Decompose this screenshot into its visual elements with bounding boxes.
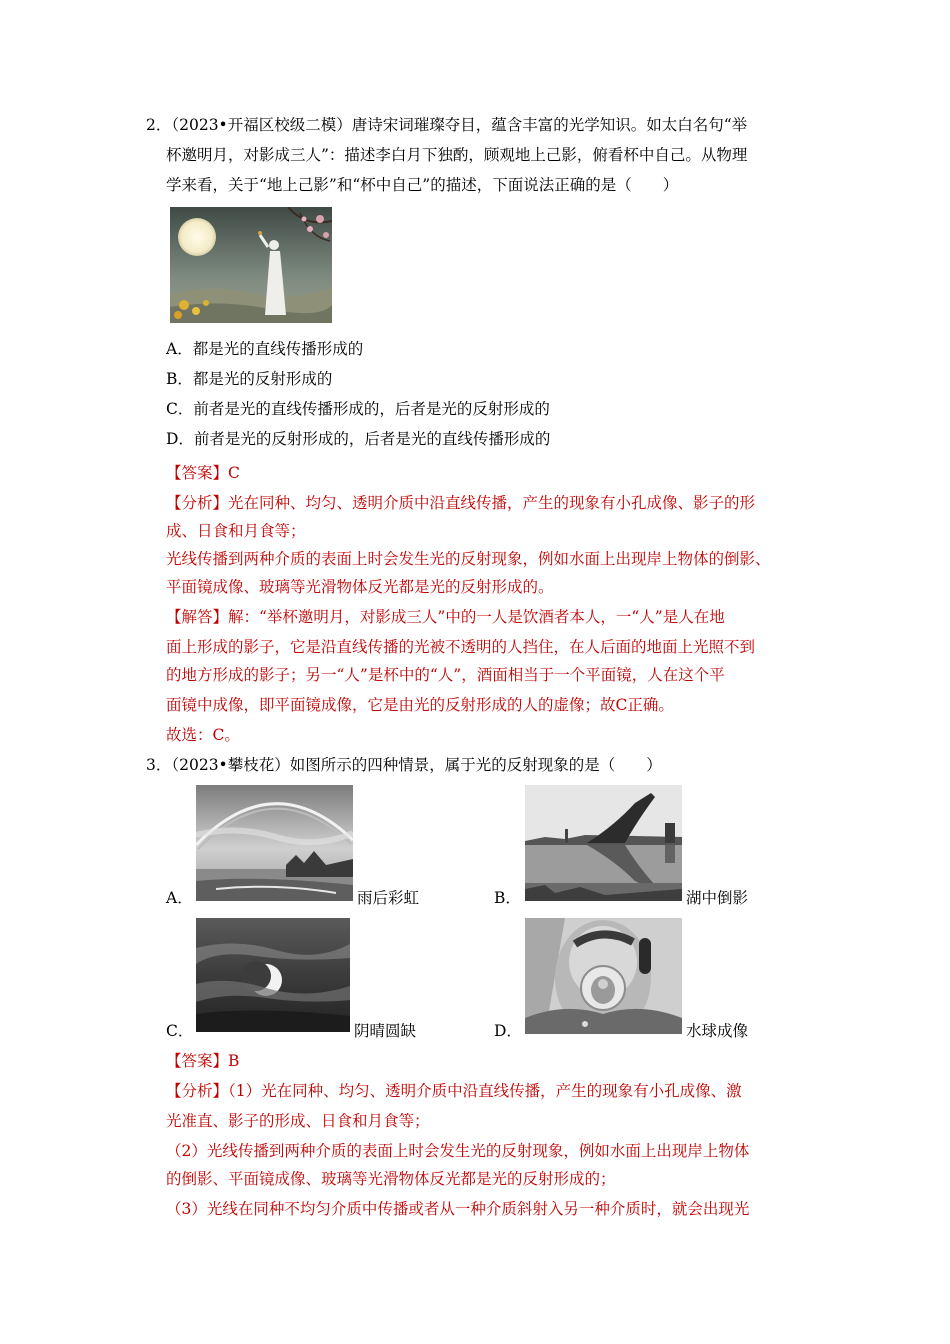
q3-option-d-caption: 水球成像 (686, 1022, 749, 1040)
q2-solution-line-2: 面上形成的影子，它是沿直线传播的光被不透明的人挡住，在人后面的地面上光照不到 (166, 638, 756, 656)
q3-analysis-line-1: 【分析】（1）光在同种、均匀、透明介质中沿直线传播，产生的现象有小孔成像、激 (166, 1082, 742, 1100)
li-bai-moon-illustration (170, 207, 332, 323)
q2-stem-line-2: 杯邀明月，对影成三人”：描述李白月下独酌，顾观地上己影，俯看杯中自己。从物理 (166, 146, 748, 164)
q2-analysis-line-2: 成、日食和月食等； (166, 522, 306, 540)
moon-phase-photo (196, 918, 350, 1032)
q3-analysis-line-5: （3）光线在同种不均匀介质中传播或者从一种介质斜射入另一种介质时，就会出现光 (166, 1200, 750, 1218)
q3-option-a-caption: 雨后彩虹 (357, 889, 420, 907)
q3-option-c-label: C． (166, 1022, 194, 1040)
q3-analysis-line-3: （2）光线传播到两种介质的表面上时会发生光的反射现象，例如水面上出现岸上物体 (166, 1142, 750, 1160)
q3-analysis-line-2: 光准直、影子的形成、日食和月食等； (166, 1112, 430, 1130)
q2-option-b: B．都是光的反射形成的 (166, 370, 333, 388)
rainbow-photo (196, 785, 353, 901)
q3-option-b-caption: 湖中倒影 (686, 889, 749, 907)
q2-solution-line-1: 【解答】解：“举杯邀明月，对影成三人”中的一人是饮酒者本人，一“人”是人在地 (166, 608, 725, 626)
q2-option-a: A．都是光的直线传播形成的 (166, 340, 364, 358)
q2-option-c: C．前者是光的直线传播形成的，后者是光的反射形成的 (166, 400, 550, 418)
q3-answer: 【答案】B (166, 1052, 240, 1070)
q2-answer: 【答案】C (166, 464, 240, 482)
q2-analysis-line-4: 平面镜成像、玻璃等光滑物体反光都是光的反射形成的。 (166, 578, 554, 596)
q3-option-d-label: D． (494, 1022, 522, 1040)
q2-analysis-line-3: 光线传播到两种介质的表面上时会发生光的反射现象，例如水面上出现岸上物体的倒影、 (166, 550, 771, 568)
q2-option-d: D．前者是光的反射形成的，后者是光的直线传播形成的 (166, 430, 551, 448)
water-ball-photo (525, 918, 682, 1034)
q2-stem-line-3: 学来看，关于“地上己影”和“杯中自己”的描述，下面说法正确的是（ ） (166, 176, 679, 194)
q2-solution-line-3: 的地方形成的影子；另一“人”是杯中的“人”，酒面相当于一个平面镜，人在这个平 (166, 666, 725, 684)
q3-option-a-label: A． (166, 889, 193, 907)
q2-choice: 故选：C。 (166, 726, 240, 744)
q3-option-b-label: B． (494, 889, 521, 907)
lake-reflection-photo (525, 785, 682, 901)
q2-stem-line-1: 2．（2023•开福区校级二模）唐诗宋词璀璨夺目，蕴含丰富的光学知识。如太白名句“举 (146, 116, 748, 134)
q3-analysis-line-4: 的倒影、平面镜成像、玻璃等光滑物体反光都是光的反射形成的； (166, 1170, 616, 1188)
q2-solution-line-4: 面镜中成像，即平面镜成像，它是由光的反射形成的人的虚像；故C正确。 (166, 696, 674, 714)
q2-analysis-line-1: 【分析】光在同种、均匀、透明介质中沿直线传播，产生的现象有小孔成像、影子的形 (166, 494, 756, 512)
q3-option-c-caption: 阴晴圆缺 (354, 1022, 417, 1040)
q3-stem: 3．（2023•攀枝花）如图所示的四种情景，属于光的反射现象的是（ ） (146, 756, 662, 774)
